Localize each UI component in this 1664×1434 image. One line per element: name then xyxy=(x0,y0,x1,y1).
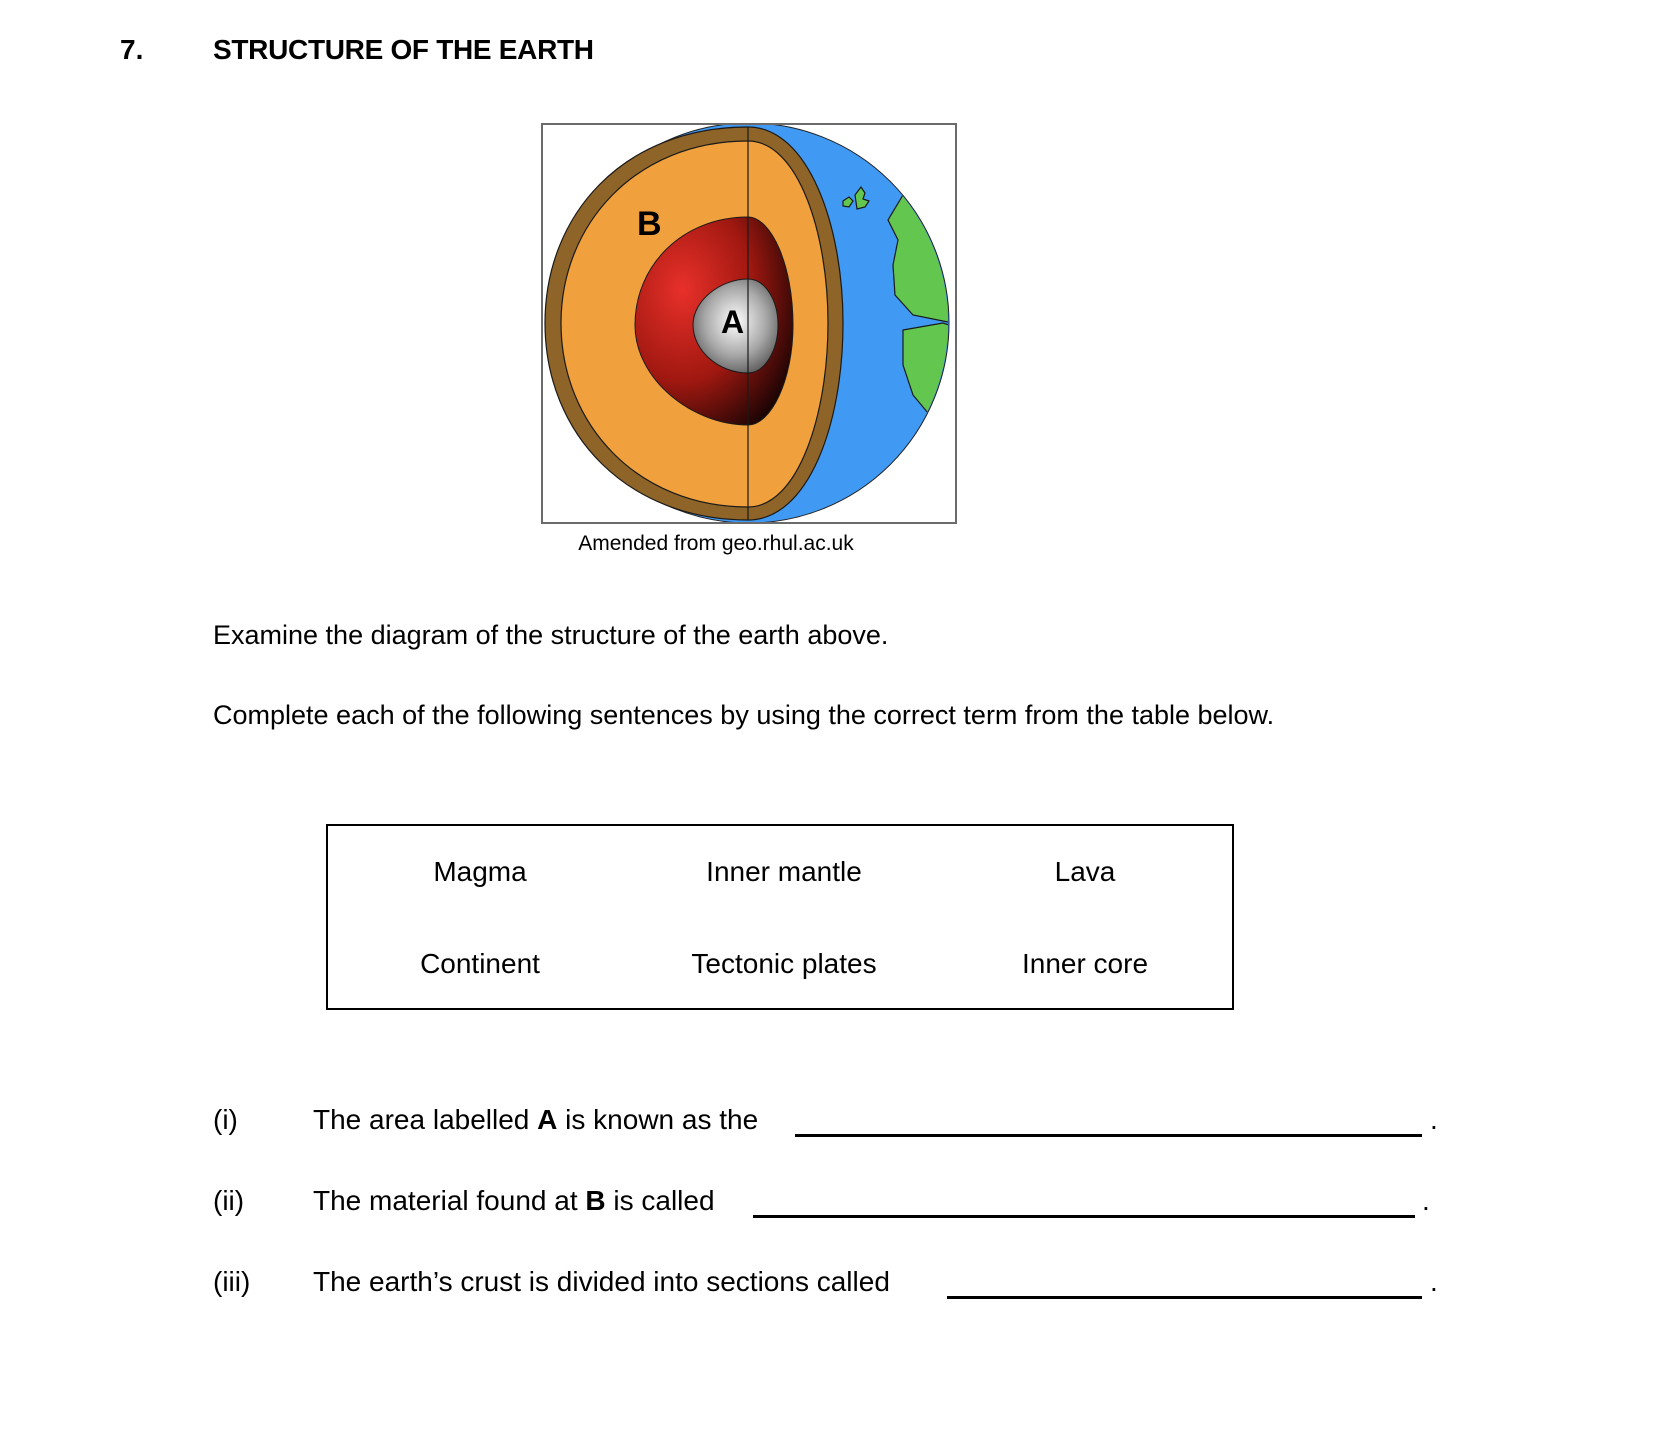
term-tectonic-plates: Tectonic plates xyxy=(691,948,877,979)
instruction-examine: Examine the diagram of the structure of the earth above. xyxy=(213,620,889,650)
item-ii-period: . xyxy=(1422,1185,1430,1216)
item-ii-text: The material found at B is called xyxy=(313,1185,715,1216)
item-ii-number: (ii) xyxy=(213,1185,245,1216)
item-iii-text: The earth’s crust is divided into sections called xyxy=(313,1266,890,1297)
instruction-complete: Complete each of the following sentences by using the correct term from the table below. xyxy=(213,700,1275,730)
term-magma: Magma xyxy=(433,856,527,887)
label-b: B xyxy=(637,205,662,243)
item-iii-period: . xyxy=(1430,1266,1438,1297)
term-continent: Continent xyxy=(420,948,540,979)
item-i-text: The area labelled A is known as the xyxy=(313,1104,759,1135)
item-i-answer-blank[interactable] xyxy=(795,1134,1422,1137)
item-iii-answer-blank[interactable] xyxy=(947,1296,1422,1299)
item-i-number: (i) xyxy=(213,1104,238,1135)
earth-cross-section-illustration xyxy=(543,125,955,522)
label-a: A xyxy=(721,304,745,340)
earth-structure-diagram xyxy=(541,123,957,524)
question-number: 7. xyxy=(120,34,144,65)
item-i-period: . xyxy=(1430,1104,1438,1135)
item-ii-answer-blank[interactable] xyxy=(753,1215,1415,1218)
item-iii-number: (iii) xyxy=(213,1266,251,1297)
question-title: STRUCTURE OF THE EARTH xyxy=(213,34,594,65)
term-inner-mantle: Inner mantle xyxy=(706,856,862,887)
term-inner-core: Inner core xyxy=(1021,948,1149,979)
figure-caption: Amended from geo.rhul.ac.uk xyxy=(578,532,854,555)
term-table xyxy=(326,824,1234,1010)
term-lava: Lava xyxy=(1054,856,1116,887)
